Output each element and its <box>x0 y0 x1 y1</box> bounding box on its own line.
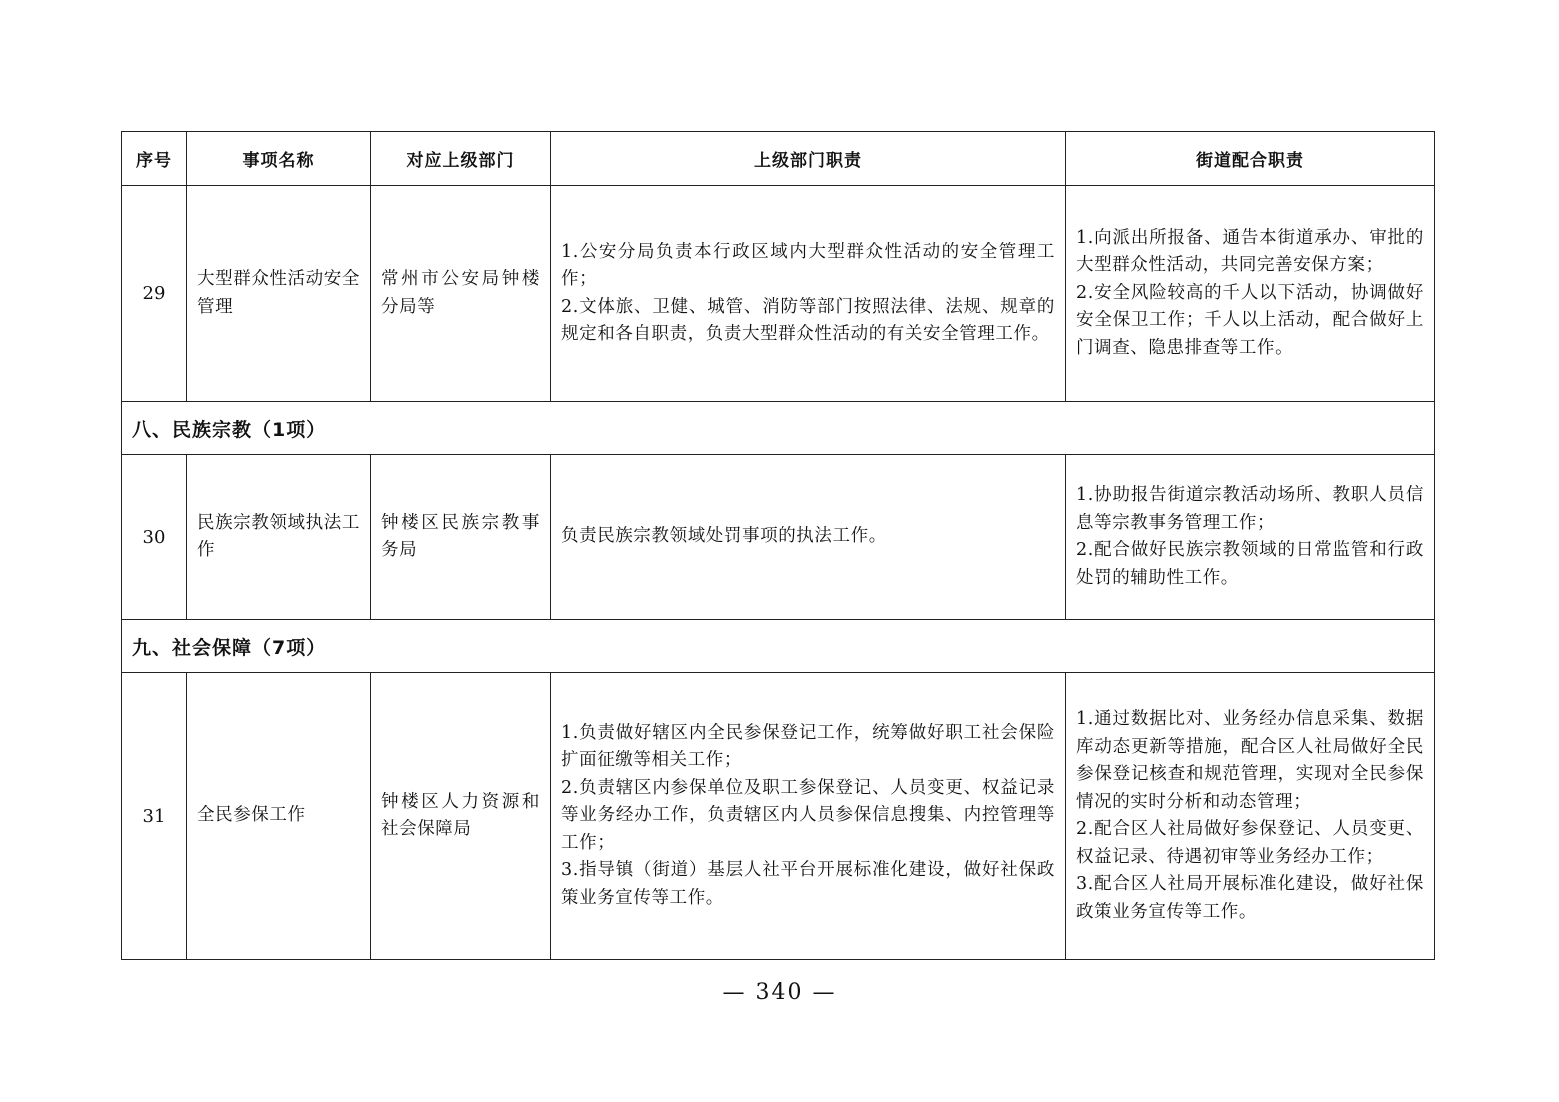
row-item-name: 大型群众性活动安全管理 <box>187 186 371 402</box>
row-item-name: 全民参保工作 <box>187 673 371 960</box>
table-row <box>122 186 1435 402</box>
street-duty-line: 2.配合区人社局做好参保登记、人员变更、权益记录、待遇初审等业务经办工作； <box>1076 819 1424 867</box>
table-header-row <box>122 132 1435 186</box>
table-row <box>122 673 1435 960</box>
header-superior-duty: 上级部门职责 <box>551 132 1066 186</box>
duty-line: 2.文体旅、卫健、城管、消防等部门按照法律、法规、规章的规定和各自职责，负责大型群众性活动的有关安全管理工作。 <box>561 296 1055 344</box>
row-street-duty <box>1066 455 1435 620</box>
row-superior-dept: 钟楼区民族宗教事务局 <box>371 455 551 620</box>
row-serial: 29 <box>122 186 187 402</box>
responsibility-table <box>121 131 1435 960</box>
header-serial: 序号 <box>122 132 187 186</box>
row-superior-duty <box>551 186 1066 402</box>
row-serial: 31 <box>122 673 187 960</box>
page-number: — 340 — <box>722 980 837 1005</box>
row-street-duty <box>1066 186 1435 402</box>
header-street-duty: 街道配合职责 <box>1066 132 1435 186</box>
section-title: 八、民族宗教（1项） <box>122 402 1435 455</box>
duty-line: 1.负责做好辖区内全民参保登记工作，统筹做好职工社会保险扩面征缴等相关工作； <box>561 722 1055 771</box>
street-duty-line: 1.协助报告街道宗教活动场所、教职人员信息等宗教事务管理工作； <box>1076 485 1424 533</box>
duty-line: 1.公安分局负责本行政区域内大型群众性活动的安全管理工作； <box>561 241 1055 289</box>
section-title: 九、社会保障（7项） <box>122 620 1435 673</box>
street-duty-line: 1.向派出所报备、通告本街道承办、审批的大型群众性活动，共同完善安保方案； <box>1076 227 1424 276</box>
duty-line: 负责民族宗教领域处罚事项的执法工作。 <box>561 526 887 547</box>
street-duty-line: 2.安全风险较高的千人以下活动，协调做好安全保卫工作；千人以上活动，配合做好上门调查、隐患排查等工作。 <box>1076 282 1424 358</box>
row-superior-dept: 常州市公安局钟楼分局等 <box>371 186 551 402</box>
street-duty-line: 2.配合做好民族宗教领域的日常监管和行政处罚的辅助性工作。 <box>1076 540 1424 588</box>
table-row <box>122 455 1435 620</box>
duty-line: 2.负责辖区内参保单位及职工参保登记、人员变更、权益记录等业务经办工作，负责辖区内人员参保信息搜集、内控管理等工作； <box>561 777 1055 853</box>
row-superior-duty <box>551 455 1066 620</box>
header-item-name: 事项名称 <box>187 132 371 186</box>
row-street-duty <box>1066 673 1435 960</box>
row-superior-duty <box>551 673 1066 960</box>
row-serial: 30 <box>122 455 187 620</box>
section-row <box>122 620 1435 673</box>
duty-line: 3.指导镇（街道）基层人社平台开展标准化建设，做好社保政策业务宣传等工作。 <box>561 860 1055 908</box>
header-superior-dept: 对应上级部门 <box>371 132 551 186</box>
street-duty-line: 3.配合区人社局开展标准化建设，做好社保政策业务宣传等工作。 <box>1076 874 1424 922</box>
street-duty-line: 1.通过数据比对、业务经办信息采集、数据库动态更新等措施，配合区人社局做好全民参保登记核查和规范管理，实现对全民参保情况的实时分析和动态管理； <box>1076 709 1424 812</box>
row-superior-dept: 钟楼区人力资源和社会保障局 <box>371 673 551 960</box>
section-row <box>122 402 1435 455</box>
row-item-name: 民族宗教领域执法工作 <box>187 455 371 620</box>
